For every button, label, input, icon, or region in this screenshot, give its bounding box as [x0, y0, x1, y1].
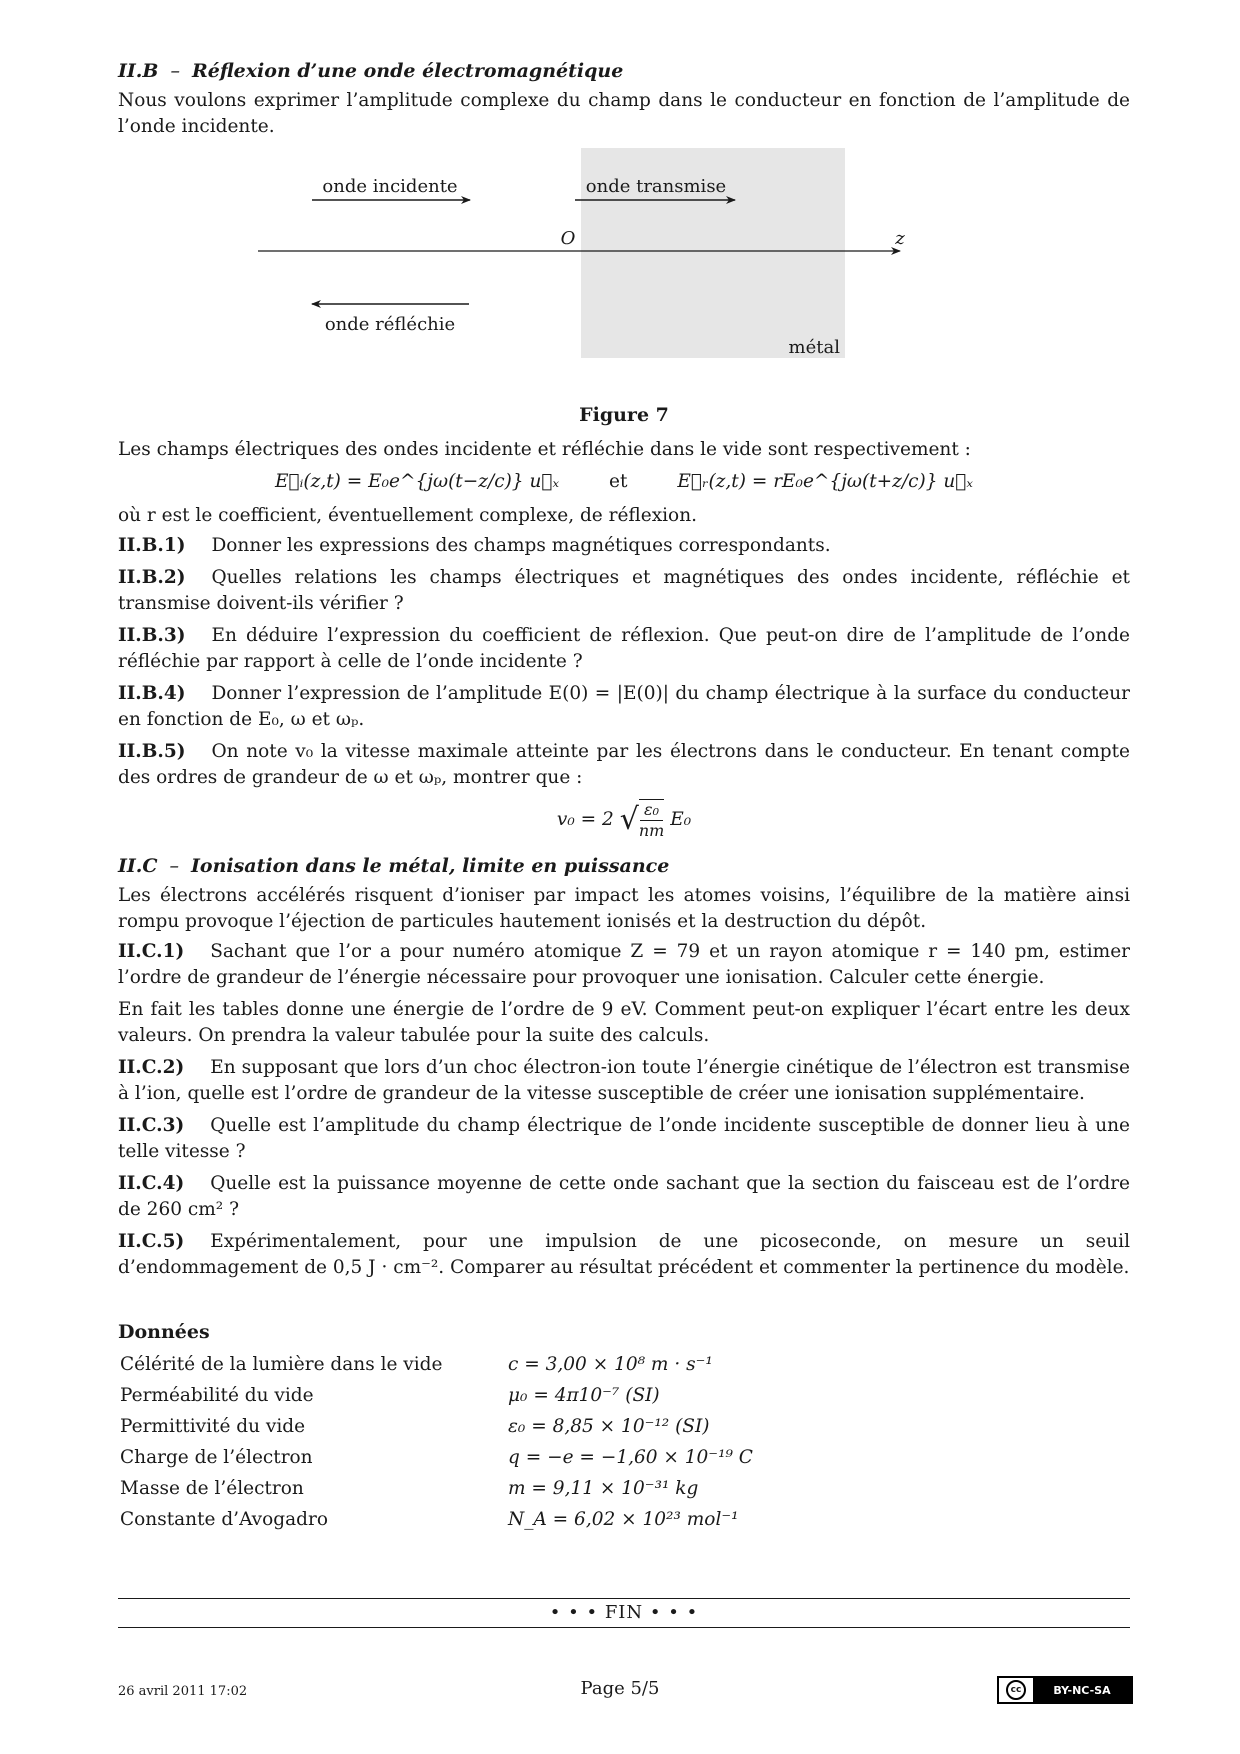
page-content — [118, 58, 1130, 1535]
cc-icon — [999, 1678, 1033, 1702]
table-row — [120, 1411, 753, 1442]
question-number: II.C.3) — [118, 1115, 185, 1136]
fin-block — [118, 1598, 1130, 1628]
equation-incident: E⃗ᵢ(z,t) = E₀e^{jω(t−z/c)} u⃗ₓ — [275, 471, 560, 492]
question-number: II.C.4) — [118, 1173, 185, 1194]
question-number: II.B.1) — [118, 535, 186, 556]
constant-value: q = −e = −1,60 × 10⁻¹⁹ C — [508, 1446, 753, 1468]
fraction — [639, 799, 664, 841]
section-c-intro: Les électrons accélérés risquent d’ioniser par impact les atomes voisins, l’équilibre de la matière ainsi rompu provoque l’éjection de particules hautement ionisés et la destruction du dépôt. — [118, 885, 1130, 932]
label-axis: z — [895, 228, 905, 249]
divider — [118, 1627, 1130, 1628]
question-number: II.C.1) — [118, 941, 185, 962]
license-text: BY-NC-SA — [1033, 1678, 1131, 1702]
question-text: Expérimentalement, pour une impulsion de une picoseconde, on mesure un seuil d’endommagement de 0,5 J · cm⁻². Comparer au résultat précédent et commenter la pertinence du modèle. — [118, 1231, 1130, 1278]
question-c1-followup — [118, 997, 1130, 1049]
question-text: Donner l’expression de l’amplitude E(0) = |E(0)| du champ électrique à la surface du conducteur en fonction de E₀, ω et ωₚ. — [118, 683, 1130, 730]
license-badge — [997, 1676, 1133, 1704]
label-metal: métal — [788, 337, 840, 358]
constant-value: μ₀ = 4π10⁻⁷ (SI) — [508, 1384, 660, 1406]
section-c-heading: II.C – Ionisation dans le métal, limite en puissance — [118, 855, 670, 877]
section-b-heading: II.B – Réflexion d’une onde électromagnétique — [118, 60, 624, 82]
section-b-title: Réflexion d’une onde électromagnétique — [191, 60, 624, 82]
constant-value: ε₀ = 8,85 × 10⁻¹² (SI) — [508, 1415, 710, 1437]
constant-value: N_A = 6,02 × 10²³ mol⁻¹ — [508, 1508, 739, 1530]
constant-label: Célérité de la lumière dans le vide — [120, 1353, 443, 1375]
question-c4 — [118, 1171, 1130, 1223]
fin-marker: • • • FIN • • • — [549, 1602, 699, 1623]
constants-table — [120, 1349, 753, 1535]
table-row — [120, 1380, 753, 1411]
equation-connector: et — [609, 471, 628, 492]
section-c-number: II.C — [118, 855, 158, 877]
question-c1 — [118, 939, 1130, 991]
cc-logo-text: cc — [1006, 1680, 1026, 1700]
question-text: Quelle est l’amplitude du champ électrique de l’onde incidente susceptible de donner lieu à une telle vitesse ? — [118, 1115, 1130, 1162]
page-number: Page 5/5 — [580, 1678, 660, 1699]
r-definition: où r est le coefficient, éventuellement complexe, de réflexion. — [118, 505, 697, 526]
constant-label: Perméabilité du vide — [120, 1384, 314, 1406]
label-reflected: onde réfléchie — [324, 314, 456, 335]
question-number: II.C.2) — [118, 1057, 185, 1078]
question-b4 — [118, 681, 1130, 733]
figure-caption: Figure 7 — [579, 404, 669, 426]
question-text: En déduire l’expression du coefficient de réflexion. Que peut-on dire de l’amplitude de l’onde réfléchie par rapport à celle de l’onde incidente ? — [118, 625, 1130, 672]
equation-v0-lhs: v₀ = 2 — [556, 809, 614, 830]
sqrt-sign: √ — [619, 802, 639, 837]
question-text: Donner les expressions des champs magnétiques correspondants. — [211, 535, 831, 556]
section-c-title: Ionisation dans le métal, limite en puissance — [191, 855, 670, 877]
fields-text: Les champs électriques des ondes incidente et réfléchie dans le vide sont respectivement : — [118, 439, 971, 460]
question-text: En supposant que lors d’un choc électron-ion toute l’énergie cinétique de l’électron est transmise à l’ion, quelle est l’ordre de grandeur de la vitesse susceptible de créer une ionisation supplémentaire. — [118, 1057, 1130, 1104]
constant-label: Charge de l’électron — [120, 1446, 313, 1468]
table-row — [120, 1442, 753, 1473]
constant-value: c = 3,00 × 10⁸ m · s⁻¹ — [508, 1353, 713, 1375]
question-text: Quelles relations les champs électriques et magnétiques des ondes incidente, réfléchie et transmise doivent-ils vérifier ? — [118, 567, 1130, 614]
constant-label: Permittivité du vide — [120, 1415, 306, 1437]
label-incident: onde incidente — [322, 176, 458, 197]
equation-reflected: E⃗ᵣ(z,t) = rE₀e^{jω(t+z/c)} u⃗ₓ — [677, 471, 973, 492]
question-number: II.B.5) — [118, 741, 186, 762]
table-row — [120, 1504, 753, 1535]
question-number: II.C.5) — [118, 1231, 185, 1252]
section-b-intro: Nous voulons exprimer l’amplitude complexe du champ dans le conducteur en fonction de l’amplitude de l’onde incidente. — [118, 90, 1130, 137]
label-transmitted: onde transmise — [585, 176, 727, 197]
question-b2 — [118, 565, 1130, 617]
question-text: Quelle est la puissance moyenne de cette onde sachant que la section du faisceau est de l’ordre de 260 cm² ? — [118, 1173, 1130, 1220]
question-c5 — [118, 1229, 1130, 1281]
field-equations — [118, 469, 1130, 495]
fraction-numerator: ε₀ — [640, 800, 663, 821]
data-title: Données — [118, 1321, 210, 1343]
question-text: Sachant que l’or a pour numéro atomique Z = 79 et un rayon atomique r = 140 pm, estimer l’ordre de grandeur de l’énergie nécessaire pour provoquer une ionisation. Calculer cette énergie. — [118, 941, 1130, 988]
constant-value: m = 9,11 × 10⁻³¹ kg — [508, 1477, 699, 1499]
constant-label: Masse de l’électron — [120, 1477, 304, 1499]
table-row — [120, 1349, 753, 1380]
question-text: On note v₀ la vitesse maximale atteinte par les électrons dans le conducteur. En tenant compte des ordres de grandeur de ω et ωₚ, montrer que : — [118, 741, 1130, 788]
constant-label: Constante d’Avogadro — [120, 1508, 328, 1530]
equation-v0-rhs: E₀ — [670, 809, 692, 830]
question-b5 — [118, 739, 1130, 791]
fraction-denominator: nm — [638, 821, 665, 840]
figure-7 — [118, 146, 1130, 431]
question-b1 — [118, 533, 1130, 559]
figure-7-diagram — [118, 146, 1130, 402]
question-text: En fait les tables donne une énergie de l’ordre de 9 eV. Comment peut-on expliquer l’écart entre les deux valeurs. On prendra la valeur tabulée pour la suite des calculs. — [118, 999, 1130, 1046]
question-number: II.B.4) — [118, 683, 186, 704]
question-b3 — [118, 623, 1130, 675]
equation-v0 — [118, 799, 1130, 841]
section-b-number: II.B — [118, 60, 159, 82]
sqrt — [620, 799, 665, 841]
question-number: II.B.3) — [118, 625, 186, 646]
question-c3 — [118, 1113, 1130, 1165]
table-row — [120, 1473, 753, 1504]
label-origin: O — [560, 228, 576, 249]
question-number: II.B.2) — [118, 567, 186, 588]
question-c2 — [118, 1055, 1130, 1107]
footer-date: 26 avril 2011 17:02 — [118, 1684, 248, 1699]
